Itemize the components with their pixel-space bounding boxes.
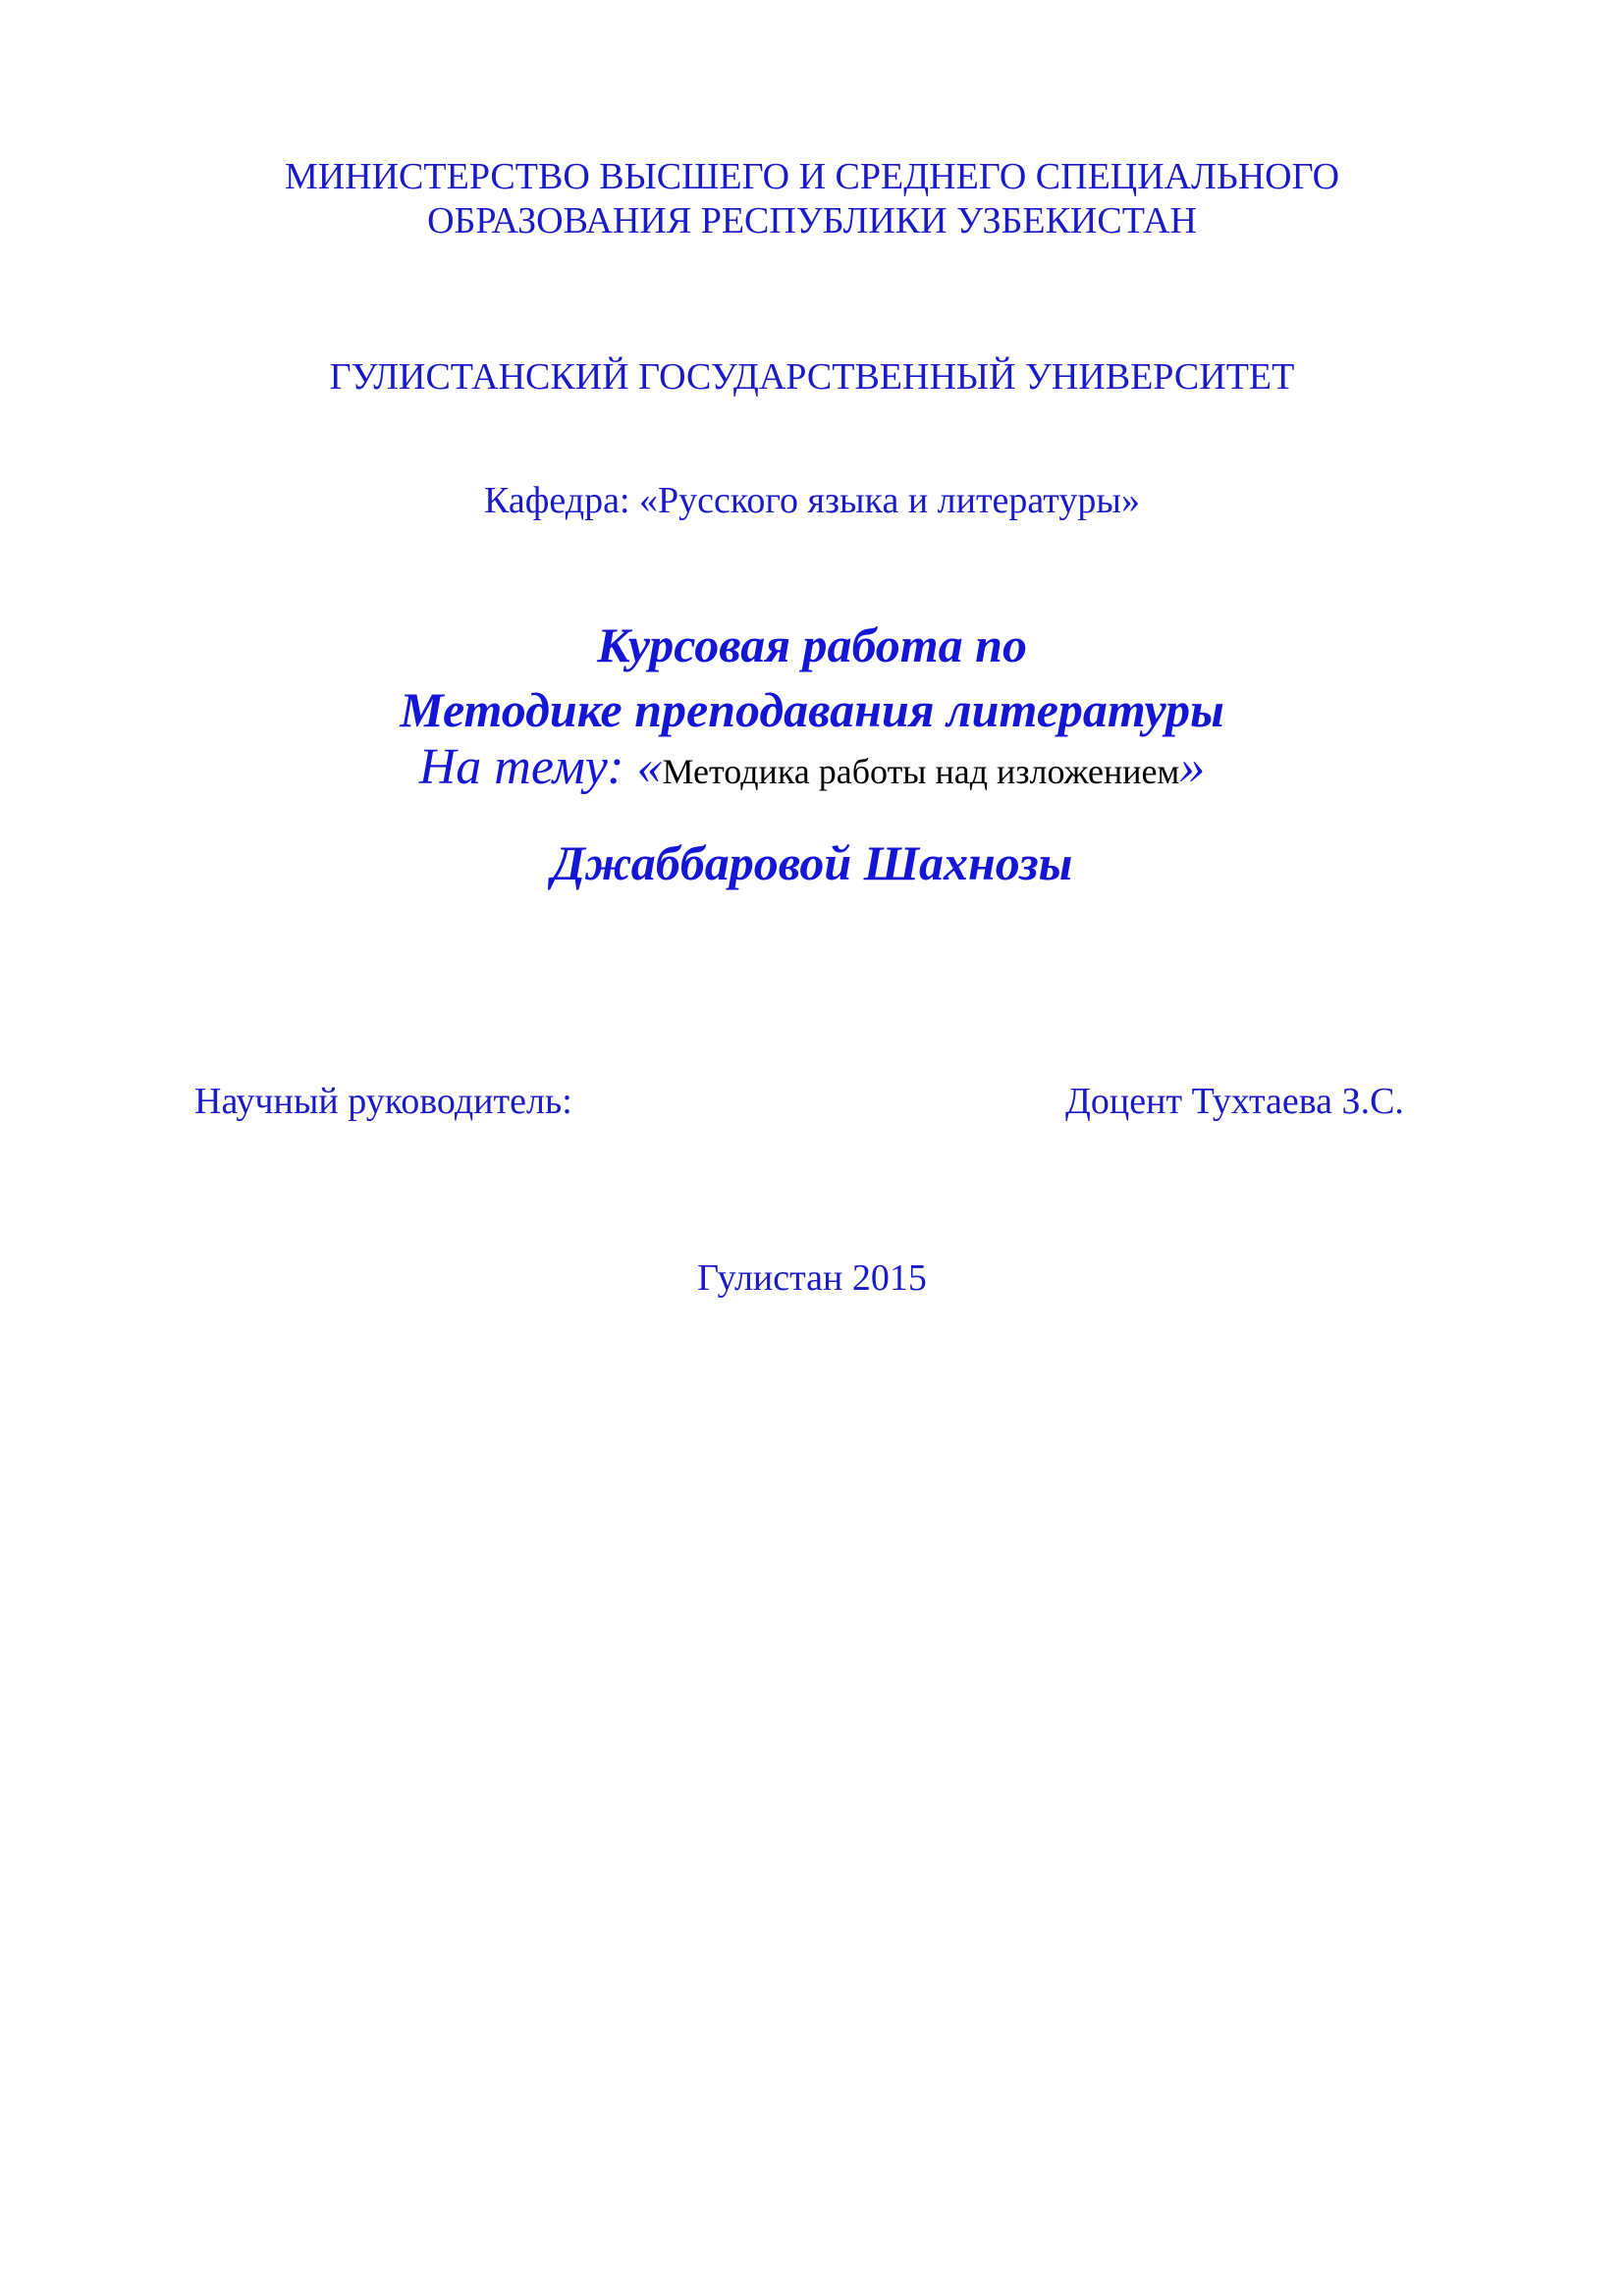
work-title-line-2: Методике преподавания литературы bbox=[400, 682, 1224, 737]
ministry-line-1: МИНИСТЕРСТВО ВЫСШЕГО И СРЕДНЕГО СПЕЦИАЛЬНОГО bbox=[284, 156, 1340, 197]
topic-prefix: На тему: bbox=[418, 739, 637, 795]
department-name: Кафедра: «Русского языка и литературы» bbox=[484, 480, 1140, 521]
city-year: Гулистан 2015 bbox=[697, 1257, 927, 1299]
topic-line bbox=[0, 738, 1624, 796]
work-title-line-1: Курсовая работа по bbox=[597, 617, 1027, 672]
supervisor-label: Научный руководитель: bbox=[194, 1081, 572, 1122]
supervisor-name: Доцент Тухтаева З.С. bbox=[1065, 1081, 1404, 1122]
university-name: ГУЛИСТАНСКИЙ ГОСУДАРСТВЕННЫЙ УНИВЕРСИТЕТ bbox=[329, 356, 1295, 398]
ministry-line-2: ОБРАЗОВАНИЯ РЕСПУБЛИКИ УЗБЕКИСТАН bbox=[427, 200, 1197, 241]
topic-close-quote: » bbox=[1179, 739, 1206, 795]
topic-text: Методика работы над изложением bbox=[662, 752, 1180, 791]
author-name: Джаббаровой Шахнозы bbox=[551, 835, 1073, 890]
topic-open-quote: « bbox=[636, 739, 663, 795]
